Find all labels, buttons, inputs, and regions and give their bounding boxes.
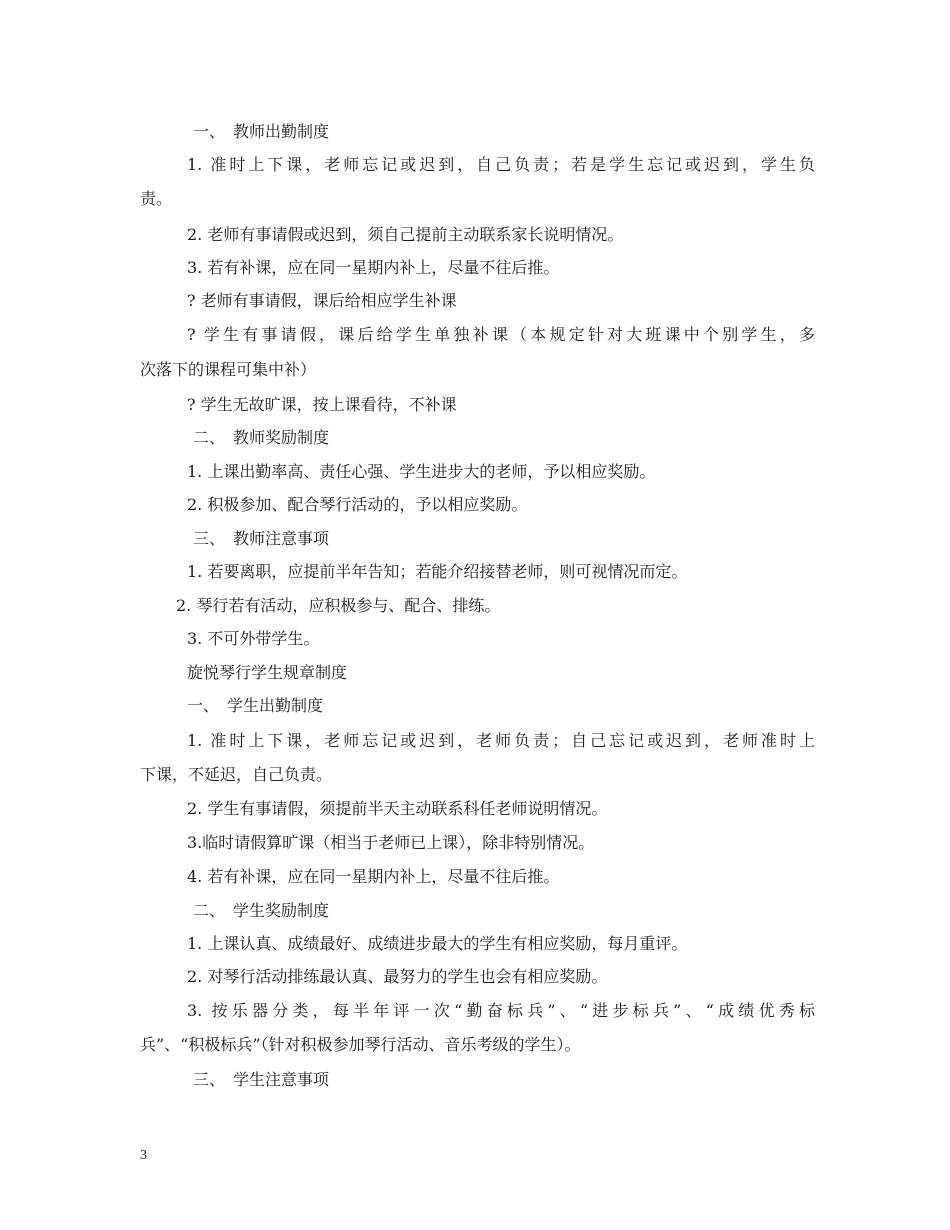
section-heading-teacher-attendance: 一、 教师出勤制度 [193,122,330,141]
paragraph-line: 1. 准时上下课，老师忘记或迟到，老师负责；自己忘记或迟到，老师准时上 [187,731,815,750]
paragraph-line: ? 学生有事请假，课后给学生单独补课（本规定针对大班课中个别学生，多 [187,325,815,344]
paragraph-line: 4. 若有补课，应在同一星期内补上，尽量不往后推。 [187,867,560,886]
paragraph-line: 3.临时请假算旷课（相当于老师已上课），除非特别情况。 [187,833,595,852]
paragraph-line: 2. 积极参加、配合琴行活动的，予以相应奖励。 [187,495,528,514]
paragraph-line: 3. 若有补课，应在同一星期内补上，尽量不往后推。 [187,258,560,277]
page-number: 3 [140,1148,147,1163]
paragraph-line: 次落下的课程可集中补） [140,360,317,379]
paragraph-line: 1. 上课出勤率高、责任心强、学生进步大的老师，予以相应奖励。 [187,462,656,481]
section-heading-student-rewards: 二、 学生奖励制度 [193,901,330,920]
paragraph-line: 下课，不延迟，自己负责。 [140,765,333,784]
paragraph-line: 3. 不可外带学生。 [187,629,320,648]
section-heading-teacher-notes: 三、 教师注意事项 [193,529,330,548]
paragraph-line: 2. 学生有事请假，须提前半天主动联系科任老师说明情况。 [187,799,608,818]
section-heading-student-notes: 三、 学生注意事项 [193,1070,330,1089]
paragraph-line: 2. 老师有事请假或迟到，须自己提前主动联系家长说明情况。 [187,225,624,244]
paragraph-line: 1. 上课认真、成绩最好、成绩进步最大的学生有相应奖励，每月重评。 [187,934,688,953]
paragraph-line: 兵”、“积极标兵”（针对积极参加琴行活动、音乐考级的学生）。 [140,1035,581,1054]
paragraph-line: 1. 若要离职，应提前半年告知；若能介绍接替老师，则可视情况而定。 [187,562,688,581]
paragraph-line: 2. 对琴行活动排练最认真、最努力的学生也会有相应奖励。 [187,967,608,986]
section-heading-student-attendance: 一、 学生出勤制度 [187,696,324,715]
student-rules-title: 旋悦琴行学生规章制度 [187,663,348,682]
section-heading-teacher-rewards: 二、 教师奖励制度 [193,428,330,447]
paragraph-line: ? 学生无故旷课，按上课看待，不补课 [187,395,457,414]
paragraph-line: 责。 [140,189,173,208]
paragraph-line: 2. 琴行若有活动，应积极参与、配合、排练。 [176,596,501,615]
paragraph-line: 1. 准时上下课，老师忘记或迟到，自己负责；若是学生忘记或迟到，学生负 [187,155,815,174]
paragraph-line: 3. 按乐器分类，每半年评一次“勤奋标兵”、“进步标兵”、“成绩优秀标 [187,1001,815,1020]
paragraph-line: ? 老师有事请假，课后给相应学生补课 [187,291,457,310]
